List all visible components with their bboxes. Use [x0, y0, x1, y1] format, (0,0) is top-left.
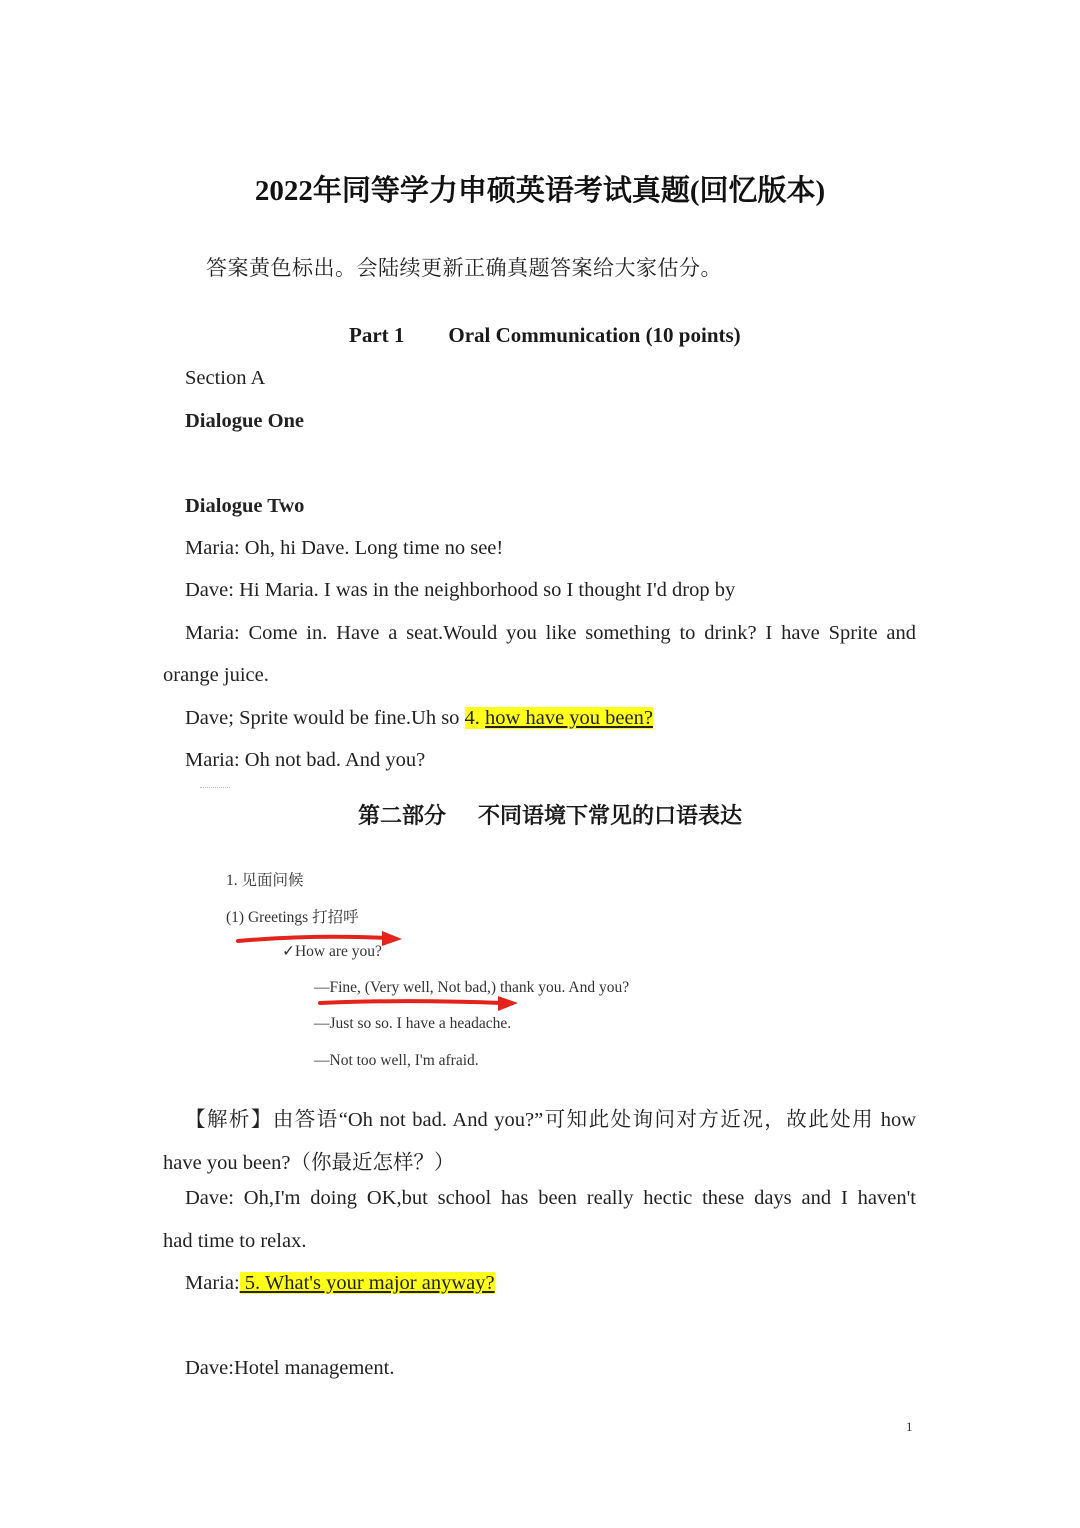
part2-label: 第二部分 [357, 803, 446, 828]
part1-label: Part 1 [349, 323, 405, 347]
dialogue-line: Maria: Come in. Have a seat.Would you like something to drink? I have Sprite and [185, 622, 916, 644]
dialogue-line: Maria: Oh not bad. And you? [185, 749, 426, 771]
part1-title: Oral Communication (10 points) [448, 323, 741, 347]
answer-number: 4. [464, 707, 486, 729]
red-arrow-icon [318, 994, 522, 1014]
figure-answer: —Just so so. I have a headache. [314, 1015, 512, 1032]
part2-title: 不同语境下常见的口语表达 [478, 803, 743, 828]
page-number: 1 [906, 1419, 913, 1434]
answer-note: 答案黄色标出。会陆续更新正确真题答案给大家估分。 [206, 256, 722, 280]
document-title: 2022年同等学力申硕英语考试真题(回忆版本) [254, 175, 826, 207]
dialogue-line-answer-4 [185, 707, 653, 730]
figure-answer: —Not too well, I'm afraid. [314, 1052, 479, 1069]
answer-highlight: how have you been? [485, 707, 653, 729]
part2-heading [0, 799, 1080, 830]
dialogue-line: Dave: Oh,I'm doing OK,but school has been really hectic these days and I haven't [185, 1187, 916, 1209]
line-prefix: Maria: [185, 1272, 240, 1294]
dialogue-line: Dave:Hotel management. [185, 1357, 395, 1379]
part1-heading [349, 323, 741, 348]
figure-question: ✓How are you? [282, 943, 382, 960]
dialogue-two-heading: Dialogue Two [185, 495, 305, 517]
dialogue-one-heading: Dialogue One [185, 410, 305, 432]
dialogue-line-answer-5 [185, 1272, 495, 1295]
figure-answer: —Fine, (Very well, Not bad,) thank you. And you? [314, 979, 630, 996]
dialogue-line: Dave: Hi Maria. I was in the neighborhood so I thought I'd drop by [185, 579, 736, 601]
dialogue-line: had time to relax. [163, 1230, 307, 1252]
line-prefix: Dave; Sprite would be fine.Uh so [185, 707, 465, 729]
red-arrow-icon [236, 928, 406, 950]
divider [200, 787, 230, 790]
analysis-text: have you been?（你最近怎样？） [163, 1152, 455, 1174]
dialogue-line: Maria: Oh, hi Dave. Long time no see! [185, 537, 504, 559]
figure-item-title: 1. 见面问候 [226, 872, 304, 889]
answer-highlight: 5. What's your major anyway? [239, 1272, 495, 1294]
analysis-text: 【解析】由答语“Oh not bad. And you?”可知此处询问对方近况，故此处用 how [185, 1109, 916, 1131]
section-a-label: Section A [185, 367, 266, 389]
figure-subtitle: (1) Greetings 打招呼 [226, 909, 359, 926]
dialogue-line: orange juice. [163, 664, 269, 686]
